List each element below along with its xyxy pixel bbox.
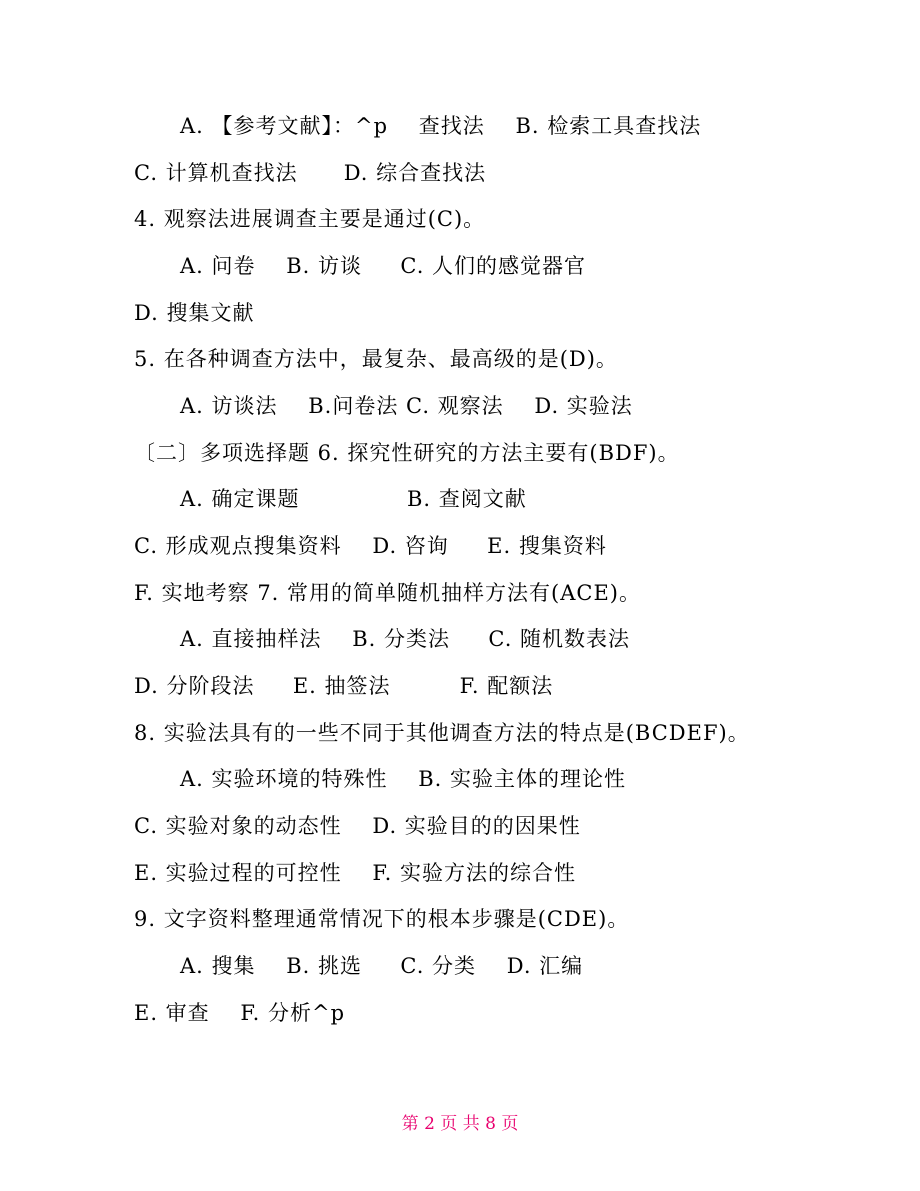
text-line-11: F. 实地考察 7. 常用的简单随机抽样方法有(ACE)。: [134, 581, 641, 605]
text-line-5: D. 搜集文献: [134, 301, 255, 325]
page-number-footer: 第 2 页 共 8 页: [401, 1114, 519, 1134]
text-line-10: C. 形成观点搜集资料 D. 咨询 E. 搜集资料: [134, 534, 607, 558]
text-line-1: A. 【参考文献】：^p 查找法 B. 检索工具查找法: [180, 114, 702, 138]
text-line-17: E. 实验过程的可控性 F. 实验方法的综合性: [134, 861, 577, 885]
text-line-7: A. 访谈法 B.问卷法 C. 观察法 D. 实验法: [180, 394, 633, 418]
text-line-6: 5. 在各种调查方法中，最复杂、最高级的是(D)。: [134, 347, 618, 371]
text-line-18: 9. 文字资料整理通常情况下的根本步骤是(CDE)。: [134, 907, 630, 931]
text-line-12: A. 直接抽样法 B. 分类法 C. 随机数表法: [180, 627, 631, 651]
text-line-16: C. 实验对象的动态性 D. 实验目的的因果性: [134, 814, 581, 838]
text-line-20: E. 审查 F. 分析^p: [134, 1001, 346, 1025]
text-line-13: D. 分阶段法 E. 抽签法 F. 配额法: [134, 674, 554, 698]
text-line-2: C. 计算机查找法 D. 综合查找法: [134, 161, 487, 185]
text-line-8: 〔二〕多项选择题 6. 探究性研究的方法主要有(BDF)。: [134, 441, 680, 465]
text-line-19: A. 搜集 B. 挑选 C. 分类 D. 汇编: [180, 954, 584, 978]
text-line-14: 8. 实验法具有的一些不同于其他调查方法的特点是(BCDEF)。: [134, 721, 750, 745]
text-line-4: A. 问卷 B. 访谈 C. 人们的感觉器官: [180, 254, 587, 278]
text-line-9: A. 确定课题 B. 查阅文献: [180, 487, 527, 511]
text-line-3: 4. 观察法进展调查主要是通过(C)。: [134, 207, 486, 231]
text-line-15: A. 实验环境的特殊性 B. 实验主体的理论性: [180, 767, 626, 791]
